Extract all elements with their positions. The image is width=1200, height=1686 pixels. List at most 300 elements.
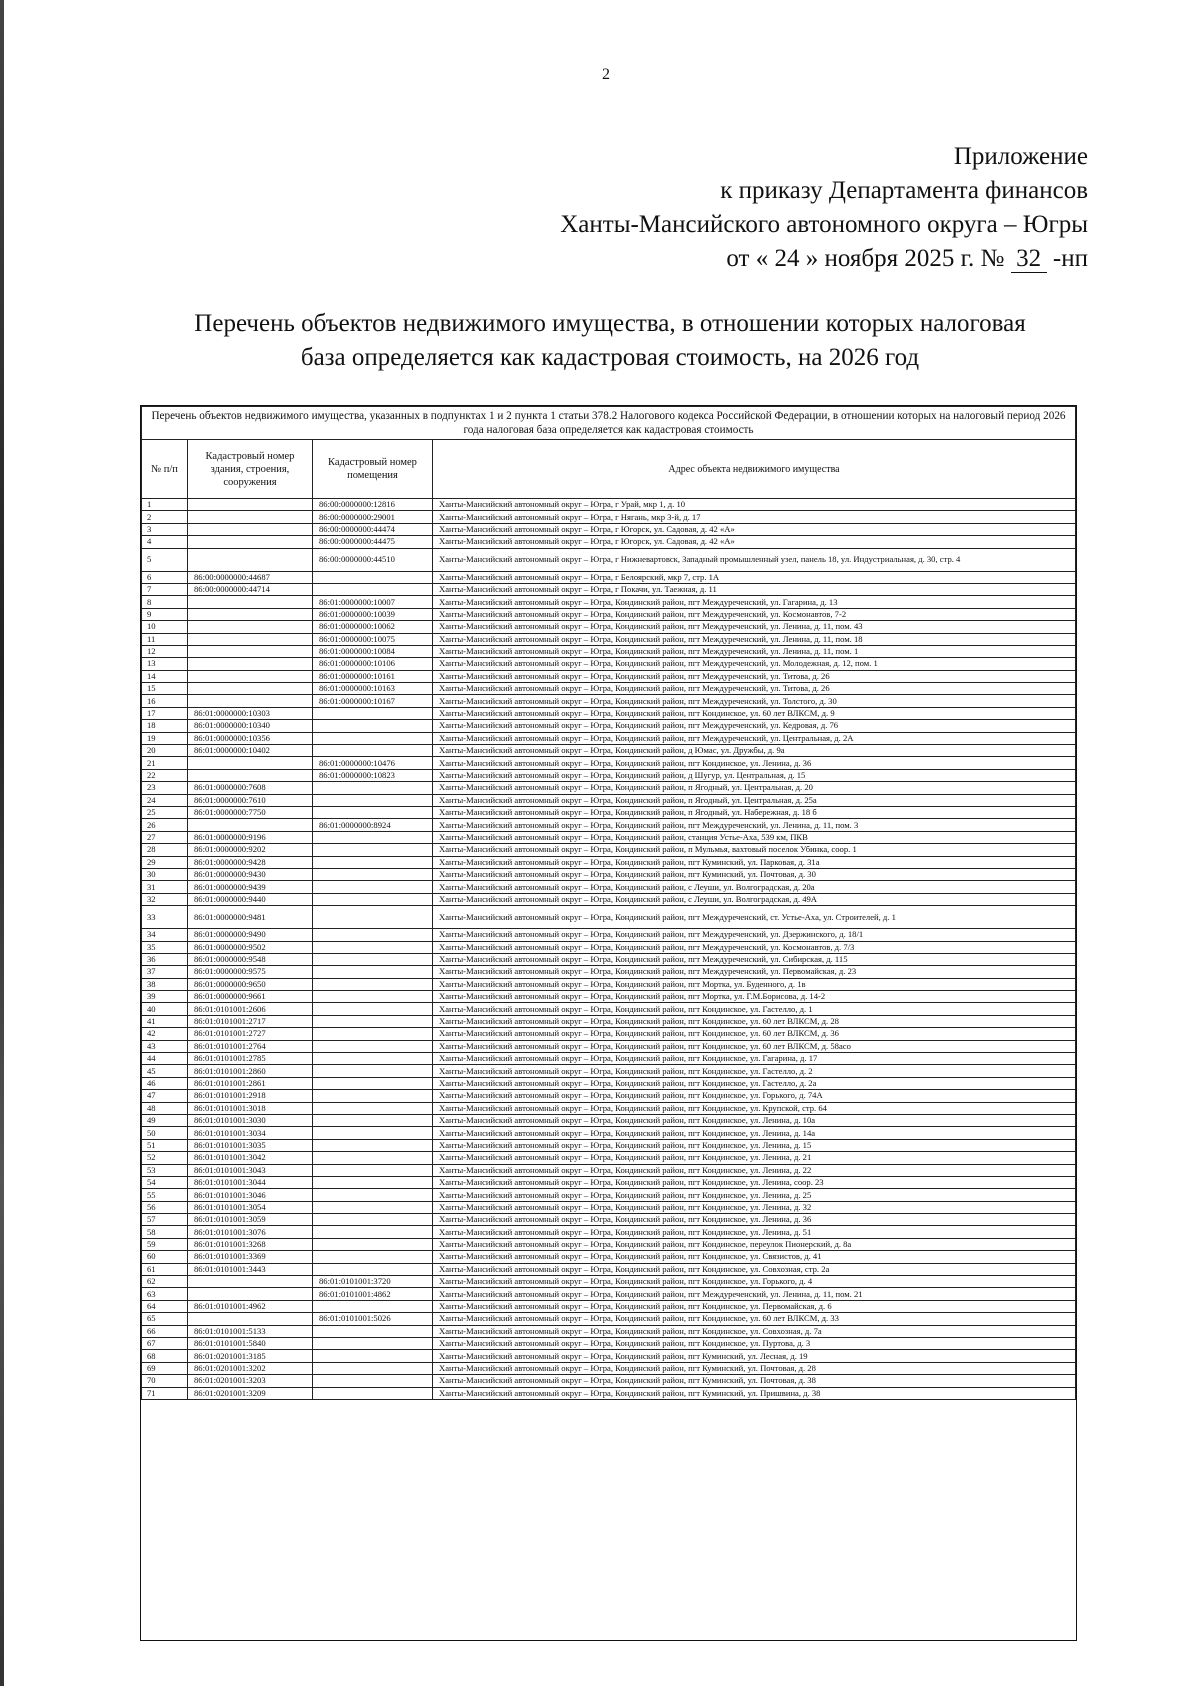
col-header-num: № п/п — [142, 440, 188, 499]
building-cadastral-number: 86:01:0000000:9196 — [188, 831, 313, 843]
property-address: Ханты-Мансийский автономный округ – Югра, Кондинский район, пгт Куминский, ул. Почтовая, д. 28 — [433, 1362, 1076, 1374]
row-number: 36 — [142, 953, 188, 965]
building-cadastral-number: 86:01:0000000:10303 — [188, 707, 313, 719]
order-number: 32 — [1011, 246, 1047, 273]
table-row — [142, 941, 1076, 953]
row-number: 5 — [142, 548, 188, 571]
table-row — [142, 844, 1076, 856]
table-row — [142, 1139, 1076, 1151]
row-number: 33 — [142, 906, 188, 929]
table-row — [142, 1288, 1076, 1300]
row-number: 47 — [142, 1090, 188, 1102]
premises-cadastral-number: 86:01:0101001:3720 — [313, 1276, 433, 1288]
premises-cadastral-number — [313, 1077, 433, 1089]
premises-cadastral-number — [313, 929, 433, 941]
row-number: 24 — [142, 794, 188, 806]
premises-cadastral-number — [313, 1139, 433, 1151]
premises-cadastral-number: 86:01:0000000:10075 — [313, 633, 433, 645]
premises-cadastral-number — [313, 583, 433, 595]
property-address: Ханты-Мансийский автономный округ – Югра, Кондинский район, пгт Междуреченский, ул. Титова, д. 26 — [433, 670, 1076, 682]
table-row — [142, 608, 1076, 620]
property-address: Ханты-Мансийский автономный округ – Югра, Кондинский район, пгт Куминский, ул. Почтовая, д. 38 — [433, 1375, 1076, 1387]
building-cadastral-number: 86:01:0101001:3044 — [188, 1176, 313, 1188]
table-row — [142, 1276, 1076, 1288]
premises-cadastral-number — [313, 1164, 433, 1176]
premises-cadastral-number — [313, 732, 433, 744]
row-number: 55 — [142, 1189, 188, 1201]
building-cadastral-number — [188, 1313, 313, 1325]
building-cadastral-number: 86:01:0101001:5133 — [188, 1325, 313, 1337]
row-number: 50 — [142, 1127, 188, 1139]
appendix-line-3: Ханты-Мансийского автономного округа – Югры — [560, 211, 1088, 238]
row-number: 28 — [142, 844, 188, 856]
premises-cadastral-number: 86:01:0000000:10106 — [313, 658, 433, 670]
property-address: Ханты-Мансийский автономный округ – Югра, Кондинский район, п Ягодный, ул. Центральная, д. 25а — [433, 794, 1076, 806]
property-address: Ханты-Мансийский автономный округ – Югра, г Нягань, мкр 3-й, д. 17 — [433, 511, 1076, 523]
table-row — [142, 732, 1076, 744]
building-cadastral-number: 86:01:0101001:2918 — [188, 1090, 313, 1102]
property-address: Ханты-Мансийский автономный округ – Югра, Кондинский район, пгт Куминский, ул. Пришвина, д. 38 — [433, 1387, 1076, 1399]
table-row — [142, 499, 1076, 511]
row-number: 37 — [142, 966, 188, 978]
row-number: 8 — [142, 596, 188, 608]
building-cadastral-number — [188, 536, 313, 548]
premises-cadastral-number — [313, 893, 433, 905]
row-number: 27 — [142, 831, 188, 843]
building-cadastral-number: 86:01:0101001:3059 — [188, 1214, 313, 1226]
premises-cadastral-number — [313, 1238, 433, 1250]
row-number: 16 — [142, 695, 188, 707]
premises-cadastral-number: 86:00:0000000:44474 — [313, 523, 433, 535]
table-row — [142, 1015, 1076, 1027]
row-number: 41 — [142, 1015, 188, 1027]
row-number: 58 — [142, 1226, 188, 1238]
table-row — [142, 1003, 1076, 1015]
row-number: 69 — [142, 1362, 188, 1374]
premises-cadastral-number — [313, 966, 433, 978]
row-number: 65 — [142, 1313, 188, 1325]
table-row — [142, 1127, 1076, 1139]
premises-cadastral-number — [313, 1350, 433, 1362]
row-number: 23 — [142, 782, 188, 794]
row-number: 49 — [142, 1114, 188, 1126]
property-address: Ханты-Мансийский автономный округ – Югра, Кондинский район, пгт Кондинское, ул. Ленина, д. 22 — [433, 1164, 1076, 1176]
row-number: 18 — [142, 720, 188, 732]
property-address: Ханты-Мансийский автономный округ – Югра, Кондинский район, пгт Междуреченский, ул. Ленина, д. 11, пом. 3 — [433, 819, 1076, 831]
building-cadastral-number: 86:01:0000000:9575 — [188, 966, 313, 978]
row-number: 22 — [142, 769, 188, 781]
appendix-line-1: Приложение — [953, 143, 1088, 170]
table-row — [142, 769, 1076, 781]
table-row — [142, 745, 1076, 757]
premises-cadastral-number — [313, 571, 433, 583]
row-number: 53 — [142, 1164, 188, 1176]
row-number: 46 — [142, 1077, 188, 1089]
scan-edge — [0, 0, 4, 1686]
table-row — [142, 720, 1076, 732]
table-row — [142, 1251, 1076, 1263]
building-cadastral-number — [188, 511, 313, 523]
building-cadastral-number — [188, 658, 313, 670]
building-cadastral-number — [188, 670, 313, 682]
building-cadastral-number: 86:01:0101001:3034 — [188, 1127, 313, 1139]
property-address: Ханты-Мансийский автономный округ – Югра, Кондинский район, п Ягодный, ул. Набережная, д. 18 б — [433, 806, 1076, 818]
property-address: Ханты-Мансийский автономный округ – Югра, Кондинский район, пгт Междуреченский, ул. Толстого, д. 30 — [433, 695, 1076, 707]
property-address: Ханты-Мансийский автономный округ – Югра, Кондинский район, пгт Кондинское, ул. Ленина, д. 36 — [433, 757, 1076, 769]
building-cadastral-number: 86:01:0101001:3030 — [188, 1114, 313, 1126]
premises-cadastral-number: 86:01:0000000:10161 — [313, 670, 433, 682]
row-number: 62 — [142, 1276, 188, 1288]
property-address: Ханты-Мансийский автономный округ – Югра, Кондинский район, пгт Кондинское, ул. Ленина, соор. 23 — [433, 1176, 1076, 1188]
table-row — [142, 893, 1076, 905]
premises-cadastral-number — [313, 941, 433, 953]
register-table — [141, 406, 1076, 1400]
row-number: 71 — [142, 1387, 188, 1399]
premises-cadastral-number: 86:01:0000000:10084 — [313, 645, 433, 657]
building-cadastral-number: 86:01:0101001:4962 — [188, 1300, 313, 1312]
property-address: Ханты-Мансийский автономный округ – Югра, Кондинский район, пгт Междуреченский, ул. Молодежная, д. 12, пом. 1 — [433, 658, 1076, 670]
property-address: Ханты-Мансийский автономный округ – Югра, Кондинский район, п Мульмья, вахтовый поселок Убинка, соор. 1 — [433, 844, 1076, 856]
building-cadastral-number: 86:01:0000000:10340 — [188, 720, 313, 732]
row-number: 6 — [142, 571, 188, 583]
table-row — [142, 806, 1076, 818]
row-number: 21 — [142, 757, 188, 769]
premises-cadastral-number: 86:01:0101001:4862 — [313, 1288, 433, 1300]
table-row — [142, 683, 1076, 695]
property-address: Ханты-Мансийский автономный округ – Югра, Кондинский район, пгт Кондинское, ул. Первомайская, д. 6 — [433, 1300, 1076, 1312]
premises-cadastral-number: 86:00:0000000:12816 — [313, 499, 433, 511]
row-number: 19 — [142, 732, 188, 744]
premises-cadastral-number — [313, 1152, 433, 1164]
premises-cadastral-number — [313, 831, 433, 843]
row-number: 32 — [142, 893, 188, 905]
premises-cadastral-number — [313, 1263, 433, 1275]
premises-cadastral-number — [313, 1300, 433, 1312]
table-row — [142, 523, 1076, 535]
row-number: 39 — [142, 991, 188, 1003]
premises-cadastral-number — [313, 856, 433, 868]
premises-cadastral-number — [313, 906, 433, 929]
property-address: Ханты-Мансийский автономный округ – Югра, Кондинский район, пгт Междуреченский, ул. Сибирская, д. 115 — [433, 953, 1076, 965]
premises-cadastral-number — [313, 1214, 433, 1226]
row-number: 56 — [142, 1201, 188, 1213]
building-cadastral-number: 86:01:0101001:3369 — [188, 1251, 313, 1263]
building-cadastral-number: 86:01:0101001:2606 — [188, 1003, 313, 1015]
table-row — [142, 1214, 1076, 1226]
premises-cadastral-number — [313, 1338, 433, 1350]
property-address: Ханты-Мансийский автономный округ – Югра, г Югорск, ул. Садовая, д. 42 «А» — [433, 536, 1076, 548]
table-row — [142, 819, 1076, 831]
property-address: Ханты-Мансийский автономный округ – Югра, Кондинский район, пгт Междуреченский, ул. Центральная, д. 2А — [433, 732, 1076, 744]
table-row — [142, 978, 1076, 990]
building-cadastral-number — [188, 523, 313, 535]
table-row — [142, 1040, 1076, 1052]
row-number: 38 — [142, 978, 188, 990]
building-cadastral-number: 86:00:0000000:44687 — [188, 571, 313, 583]
table-row — [142, 621, 1076, 633]
table-row — [142, 1065, 1076, 1077]
property-address: Ханты-Мансийский автономный округ – Югра, Кондинский район, пгт Кондинское, ул. Пуртова, д. 3 — [433, 1338, 1076, 1350]
premises-cadastral-number — [313, 868, 433, 880]
table-row — [142, 881, 1076, 893]
row-number: 34 — [142, 929, 188, 941]
table-row — [142, 583, 1076, 595]
row-number: 10 — [142, 621, 188, 633]
row-number: 9 — [142, 608, 188, 620]
table-row — [142, 953, 1076, 965]
building-cadastral-number — [188, 1288, 313, 1300]
property-address: Ханты-Мансийский автономный округ – Югра, Кондинский район, д Шугур, ул. Центральная, д. 15 — [433, 769, 1076, 781]
premises-cadastral-number — [313, 745, 433, 757]
premises-cadastral-number: 86:01:0000000:10163 — [313, 683, 433, 695]
table-row — [142, 966, 1076, 978]
building-cadastral-number: 86:01:0101001:2764 — [188, 1040, 313, 1052]
building-cadastral-number — [188, 645, 313, 657]
table-row — [142, 1375, 1076, 1387]
table-row — [142, 1176, 1076, 1188]
property-address: Ханты-Мансийский автономный округ – Югра, Кондинский район, пгт Мортка, ул. Г.М.Борисова, д. 14-2 — [433, 991, 1076, 1003]
property-address: Ханты-Мансийский автономный округ – Югра, Кондинский район, пгт Кондинское, ул. Ленина, д. 25 — [433, 1189, 1076, 1201]
property-address: Ханты-Мансийский автономный округ – Югра, Кондинский район, пгт Междуреченский, ул. Дзержинского, д. 18/1 — [433, 929, 1076, 941]
property-address: Ханты-Мансийский автономный округ – Югра, Кондинский район, пгт Куминский, ул. Почтовая, д. 30 — [433, 868, 1076, 880]
row-number: 45 — [142, 1065, 188, 1077]
property-address: Ханты-Мансийский автономный округ – Югра, Кондинский район, пгт Кондинское, ул. Горького, д. 74А — [433, 1090, 1076, 1102]
table-row — [142, 548, 1076, 571]
property-address: Ханты-Мансийский автономный округ – Югра, Кондинский район, пгт Кондинское, ул. Горького, д. 4 — [433, 1276, 1076, 1288]
appendix-line-2: к приказу Департамента финансов — [720, 177, 1088, 204]
row-number: 48 — [142, 1102, 188, 1114]
property-address: Ханты-Мансийский автономный округ – Югра, Кондинский район, пгт Междуреченский, ул. Кедровая, д. 76 — [433, 720, 1076, 732]
col-header-address: Адрес объекта недвижимого имущества — [433, 440, 1076, 499]
premises-cadastral-number — [313, 1127, 433, 1139]
building-cadastral-number: 86:01:0000000:10356 — [188, 732, 313, 744]
table-row — [142, 645, 1076, 657]
table-row — [142, 856, 1076, 868]
building-cadastral-number: 86:01:0101001:2861 — [188, 1077, 313, 1089]
appendix-header — [448, 140, 1088, 276]
property-address: Ханты-Мансийский автономный округ – Югра, Кондинский район, пгт Кондинское, ул. 60 лет ВЛКСМ, д. 33 — [433, 1313, 1076, 1325]
row-number: 67 — [142, 1338, 188, 1350]
property-address: Ханты-Мансийский автономный округ – Югра, Кондинский район, пгт Кондинское, ул. Совхозная, стр. 2а — [433, 1263, 1076, 1275]
property-address: Ханты-Мансийский автономный округ – Югра, Кондинский район, пгт Куминский, ул. Парковая, д. 31а — [433, 856, 1076, 868]
row-number: 44 — [142, 1053, 188, 1065]
premises-cadastral-number: 86:01:0000000:10167 — [313, 695, 433, 707]
property-address: Ханты-Мансийский автономный округ – Югра, Кондинский район, пгт Междуреченский, ул. Титова, д. 26 — [433, 683, 1076, 695]
property-address: Ханты-Мансийский автономный округ – Югра, Кондинский район, пгт Кондинское, ул. Ленина, д. 14а — [433, 1127, 1076, 1139]
building-cadastral-number: 86:01:0000000:9428 — [188, 856, 313, 868]
row-number: 43 — [142, 1040, 188, 1052]
table-row — [142, 695, 1076, 707]
premises-cadastral-number: 86:01:0000000:10476 — [313, 757, 433, 769]
building-cadastral-number — [188, 608, 313, 620]
building-cadastral-number: 86:01:0000000:9202 — [188, 844, 313, 856]
building-cadastral-number — [188, 621, 313, 633]
property-address: Ханты-Мансийский автономный округ – Югра, Кондинский район, пгт Междуреченский, ул. Первомайская, д. 23 — [433, 966, 1076, 978]
table-row — [142, 991, 1076, 1003]
row-number: 15 — [142, 683, 188, 695]
building-cadastral-number: 86:01:0101001:3054 — [188, 1201, 313, 1213]
table-row — [142, 1350, 1076, 1362]
table-row — [142, 929, 1076, 941]
row-number: 25 — [142, 806, 188, 818]
table-row — [142, 1201, 1076, 1213]
row-number: 64 — [142, 1300, 188, 1312]
premises-cadastral-number — [313, 1102, 433, 1114]
building-cadastral-number: 86:01:0101001:2727 — [188, 1028, 313, 1040]
table-row — [142, 1164, 1076, 1176]
premises-cadastral-number — [313, 1251, 433, 1263]
building-cadastral-number — [188, 695, 313, 707]
row-number: 3 — [142, 523, 188, 535]
premises-cadastral-number — [313, 1053, 433, 1065]
premises-cadastral-number: 86:00:0000000:44510 — [313, 548, 433, 571]
table-row — [142, 757, 1076, 769]
property-address: Ханты-Мансийский автономный округ – Югра, Кондинский район, пгт Междуреченский, ул. Ленина, д. 11, пом. 43 — [433, 621, 1076, 633]
property-address: Ханты-Мансийский автономный округ – Югра, Кондинский район, пгт Кондинское, ул. Гастелло, д. 2а — [433, 1077, 1076, 1089]
premises-cadastral-number: 86:01:0000000:10007 — [313, 596, 433, 608]
property-address: Ханты-Мансийский автономный округ – Югра, Кондинский район, пгт Кондинское, ул. Гастелло, д. 2 — [433, 1065, 1076, 1077]
property-address: Ханты-Мансийский автономный округ – Югра, Кондинский район, пгт Кондинское, ул. Ленина, д. 36 — [433, 1214, 1076, 1226]
property-address: Ханты-Мансийский автономный округ – Югра, Кондинский район, пгт Куминский, ул. Лесная, д. 19 — [433, 1350, 1076, 1362]
row-number: 4 — [142, 536, 188, 548]
building-cadastral-number: 86:01:0101001:3046 — [188, 1189, 313, 1201]
building-cadastral-number — [188, 769, 313, 781]
building-cadastral-number: 86:01:0000000:7750 — [188, 806, 313, 818]
building-cadastral-number: 86:01:0000000:10402 — [188, 745, 313, 757]
register-body — [142, 499, 1076, 1400]
property-address: Ханты-Мансийский автономный округ – Югра, Кондинский район, пгт Кондинское, ул. Ленина, д. 32 — [433, 1201, 1076, 1213]
table-row — [142, 868, 1076, 880]
building-cadastral-number: 86:01:0101001:3443 — [188, 1263, 313, 1275]
table-row — [142, 782, 1076, 794]
building-cadastral-number — [188, 1276, 313, 1288]
premises-cadastral-number — [313, 881, 433, 893]
property-address: Ханты-Мансийский автономный округ – Югра, г Югорск, ул. Садовая, д. 42 «А» — [433, 523, 1076, 535]
table-row — [142, 511, 1076, 523]
row-number: 52 — [142, 1152, 188, 1164]
premises-cadastral-number — [313, 1040, 433, 1052]
table-row — [142, 1338, 1076, 1350]
premises-cadastral-number — [313, 1176, 433, 1188]
building-cadastral-number: 86:01:0000000:9548 — [188, 953, 313, 965]
document-title — [130, 307, 1090, 375]
property-address: Ханты-Мансийский автономный округ – Югра, Кондинский район, пгт Междуреченский, ул. Ленина, д. 11, пом. 1 — [433, 645, 1076, 657]
premises-cadastral-number — [313, 1028, 433, 1040]
table-row — [142, 1300, 1076, 1312]
premises-cadastral-number: 86:01:0101001:5026 — [313, 1313, 433, 1325]
building-cadastral-number: 86:01:0201001:3209 — [188, 1387, 313, 1399]
table-row — [142, 1226, 1076, 1238]
premises-cadastral-number — [313, 978, 433, 990]
property-address: Ханты-Мансийский автономный округ – Югра, Кондинский район, пгт Кондинское, ул. Ленина, д. 51 — [433, 1226, 1076, 1238]
property-address: Ханты-Мансийский автономный округ – Югра, Кондинский район, пгт Кондинское, ул. Ленина, д. 15 — [433, 1139, 1076, 1151]
row-number: 61 — [142, 1263, 188, 1275]
row-number: 57 — [142, 1214, 188, 1226]
building-cadastral-number: 86:01:0101001:3043 — [188, 1164, 313, 1176]
property-address: Ханты-Мансийский автономный округ – Югра, Кондинский район, пгт Кондинское, ул. Гагарина, д. 17 — [433, 1053, 1076, 1065]
property-address: Ханты-Мансийский автономный округ – Югра, Кондинский район, пгт Кондинское, ул. Гастелло, д. 1 — [433, 1003, 1076, 1015]
premises-cadastral-number — [313, 991, 433, 1003]
premises-cadastral-number: 86:01:0000000:8924 — [313, 819, 433, 831]
title-line-1: Перечень объектов недвижимого имущества, в отношении которых налоговая — [194, 310, 1026, 337]
title-line-2: база определяется как кадастровая стоимость, на 2026 год — [300, 344, 920, 371]
col-header-premises: Кадастровый номер помещения — [313, 440, 433, 499]
property-address: Ханты-Мансийский автономный округ – Югра, Кондинский район, д Юмас, ул. Дружбы, д. 9а — [433, 745, 1076, 757]
premises-cadastral-number — [313, 1114, 433, 1126]
property-address: Ханты-Мансийский автономный округ – Югра, Кондинский район, пгт Кондинское, ул. 60 лет ВЛКСМ, д. 9 — [433, 707, 1076, 719]
premises-cadastral-number — [313, 1201, 433, 1213]
building-cadastral-number — [188, 819, 313, 831]
property-address: Ханты-Мансийский автономный округ – Югра, Кондинский район, пгт Кондинское, ул. Совхозная, д. 7а — [433, 1325, 1076, 1337]
row-number: 60 — [142, 1251, 188, 1263]
row-number: 14 — [142, 670, 188, 682]
table-row — [142, 1102, 1076, 1114]
building-cadastral-number: 86:01:0101001:5840 — [188, 1338, 313, 1350]
table-row — [142, 1238, 1076, 1250]
row-number: 51 — [142, 1139, 188, 1151]
row-number: 17 — [142, 707, 188, 719]
row-number: 29 — [142, 856, 188, 868]
building-cadastral-number — [188, 633, 313, 645]
table-row — [142, 1028, 1076, 1040]
building-cadastral-number: 86:01:0000000:7608 — [188, 782, 313, 794]
building-cadastral-number: 86:01:0000000:9502 — [188, 941, 313, 953]
property-address: Ханты-Мансийский автономный округ – Югра, Кондинский район, пгт Кондинское, ул. Ленина, д. 21 — [433, 1152, 1076, 1164]
table-row — [142, 794, 1076, 806]
row-number: 70 — [142, 1375, 188, 1387]
building-cadastral-number: 86:00:0000000:44714 — [188, 583, 313, 595]
building-cadastral-number — [188, 683, 313, 695]
premises-cadastral-number: 86:00:0000000:44475 — [313, 536, 433, 548]
table-row — [142, 831, 1076, 843]
building-cadastral-number: 86:01:0000000:9650 — [188, 978, 313, 990]
building-cadastral-number: 86:01:0101001:3076 — [188, 1226, 313, 1238]
row-number: 54 — [142, 1176, 188, 1188]
table-row — [142, 707, 1076, 719]
building-cadastral-number: 86:01:0000000:9481 — [188, 906, 313, 929]
building-cadastral-number: 86:01:0101001:3035 — [188, 1139, 313, 1151]
table-row — [142, 536, 1076, 548]
table-row — [142, 1387, 1076, 1399]
property-address: Ханты-Мансийский автономный округ – Югра, Кондинский район, пгт Междуреченский, ул. Ленина, д. 11, пом. 18 — [433, 633, 1076, 645]
building-cadastral-number: 86:01:0101001:2785 — [188, 1053, 313, 1065]
premises-cadastral-number: 86:00:0000000:29001 — [313, 511, 433, 523]
property-address: Ханты-Мансийский автономный округ – Югра, Кондинский район, пгт Междуреченский, ул. Космонавтов, 7-2 — [433, 608, 1076, 620]
property-address: Ханты-Мансийский автономный округ – Югра, Кондинский район, пгт Мортка, ул. Буденного, д. 1в — [433, 978, 1076, 990]
premises-cadastral-number — [313, 1003, 433, 1015]
property-address: Ханты-Мансийский автономный округ – Югра, Кондинский район, пгт Междуреченский, ст. Устье-Аха, ул. Строителей, д. 1 — [433, 906, 1076, 929]
building-cadastral-number: 86:01:0201001:3202 — [188, 1362, 313, 1374]
table-row — [142, 906, 1076, 929]
table-row — [142, 1077, 1076, 1089]
table-row — [142, 1189, 1076, 1201]
premises-cadastral-number: 86:01:0000000:10039 — [313, 608, 433, 620]
building-cadastral-number: 86:01:0000000:7610 — [188, 794, 313, 806]
row-number: 26 — [142, 819, 188, 831]
building-cadastral-number: 86:01:0000000:9440 — [188, 893, 313, 905]
building-cadastral-number — [188, 757, 313, 769]
premises-cadastral-number — [313, 1090, 433, 1102]
row-number: 1 — [142, 499, 188, 511]
table-row — [142, 1053, 1076, 1065]
property-address: Ханты-Мансийский автономный округ – Югра, Кондинский район, пгт Междуреченский, ул. Ленина, д. 11, пом. 21 — [433, 1288, 1076, 1300]
row-number: 40 — [142, 1003, 188, 1015]
building-cadastral-number: 86:01:0000000:9490 — [188, 929, 313, 941]
building-cadastral-number: 86:01:0201001:3203 — [188, 1375, 313, 1387]
premises-cadastral-number — [313, 782, 433, 794]
table-row — [142, 658, 1076, 670]
property-address: Ханты-Мансийский автономный округ – Югра, г Белоярский, мкр 7, стр. 1А — [433, 571, 1076, 583]
